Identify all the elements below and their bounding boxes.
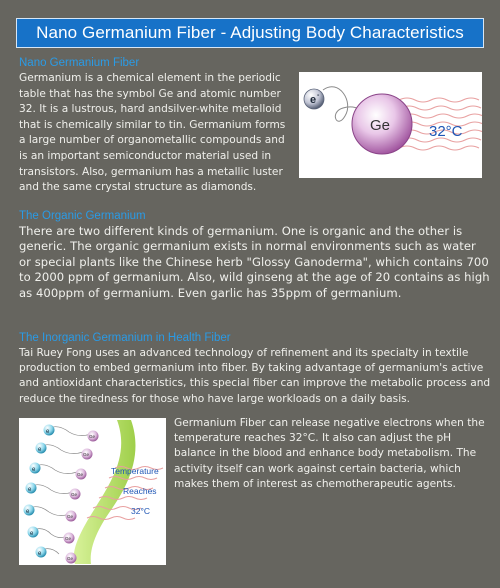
- section-text-fiber-electrons: Germanium Fiber can release negative electrons when the temperature reaches 32°C. It also can adjust the pH balance in the blood and enhance body metabolism. The activity itself can work against certain bacteria, which makes them of interest as chemotherapeutic agents.: [174, 417, 485, 490]
- fiber-particle-row: [44, 425, 99, 442]
- fiber-particle-row: [26, 483, 81, 500]
- fiber-particle-row: [30, 463, 87, 480]
- fiber-particle-row: [24, 505, 77, 522]
- page-title: Nano Germanium Fiber - Adjusting Body Characteristics: [36, 23, 464, 42]
- svg-text:e: e: [30, 531, 34, 537]
- svg-text:-: -: [317, 92, 320, 99]
- fiber-particle-row: [28, 527, 75, 544]
- svg-text:e: e: [28, 487, 32, 493]
- svg-text:Ge: Ge: [77, 472, 84, 477]
- fiber-particle-row: [36, 443, 93, 460]
- svg-text:e: e: [38, 447, 42, 453]
- temperature-label-line3: 32°C: [131, 506, 150, 516]
- svg-text:e: e: [32, 467, 36, 473]
- title-banner: [16, 18, 484, 48]
- svg-text:Ge: Ge: [83, 452, 90, 457]
- svg-text:Ge: Ge: [71, 492, 78, 497]
- svg-text:Ge: Ge: [370, 117, 391, 134]
- section-heading-organic-germanium: The Organic Germanium: [19, 210, 146, 222]
- svg-text:Ge: Ge: [89, 434, 96, 439]
- svg-text:e: e: [310, 94, 317, 106]
- svg-text:Ge: Ge: [67, 556, 74, 561]
- svg-text:e: e: [38, 551, 42, 557]
- section-heading-inorganic-germanium: The Inorganic Germanium in Health Fiber: [19, 332, 231, 344]
- section-text-inorganic-germanium: Tai Ruey Fong uses an advanced technology of refinement and its specialty in textile production to embed germanium into fiber. By taking advantage of germanium's active and antioxidant characteristics, this special fiber can improve the metabolic process and reduce the tiredness for those who have large workloads on a daily basis.: [19, 347, 491, 405]
- section-text-organic-germanium: There are two different kinds of germanium. One is organic and the other is generic. The organic germanium exists in normal environments such as water or special plants like the Chinese herb "Glossy Ganoderma", which contains 700 to 2000 ppm of germanium. Also, wild ginseng at the age of 20 contains as high as 400ppm of germanium. Even garlic has 35ppm of germanium.: [19, 224, 490, 300]
- electron-icon: [304, 89, 324, 109]
- svg-text:Ge: Ge: [65, 536, 72, 541]
- section-heading-nano-germanium: Nano Germanium Fiber: [19, 57, 140, 69]
- temperature-label-line1: Temperature: [111, 466, 159, 476]
- svg-text:Ge: Ge: [67, 514, 74, 519]
- temperature-label: 32°C: [429, 123, 463, 140]
- svg-text:e: e: [46, 429, 50, 435]
- temperature-label-line2: Reaches: [123, 486, 157, 496]
- section-text-nano-germanium: Germanium is a chemical element in the periodic table that has the symbol Ge and atomic number 32. It is a lustrous, hard andsilver-white metalloid that is chemically similar to tin. Germanium forms a large number of organometallic compounds and is an important semiconductor material used in transistors. Also, germanium has a metallic luster and the same crystal structure as diamonds.: [19, 72, 286, 194]
- germanium-atom-illustration: [299, 72, 482, 178]
- svg-text:e: e: [26, 509, 30, 515]
- germanium-atom-icon: [352, 94, 412, 154]
- fiber-illustration: [19, 418, 166, 565]
- fiber-particle-row: [36, 547, 77, 564]
